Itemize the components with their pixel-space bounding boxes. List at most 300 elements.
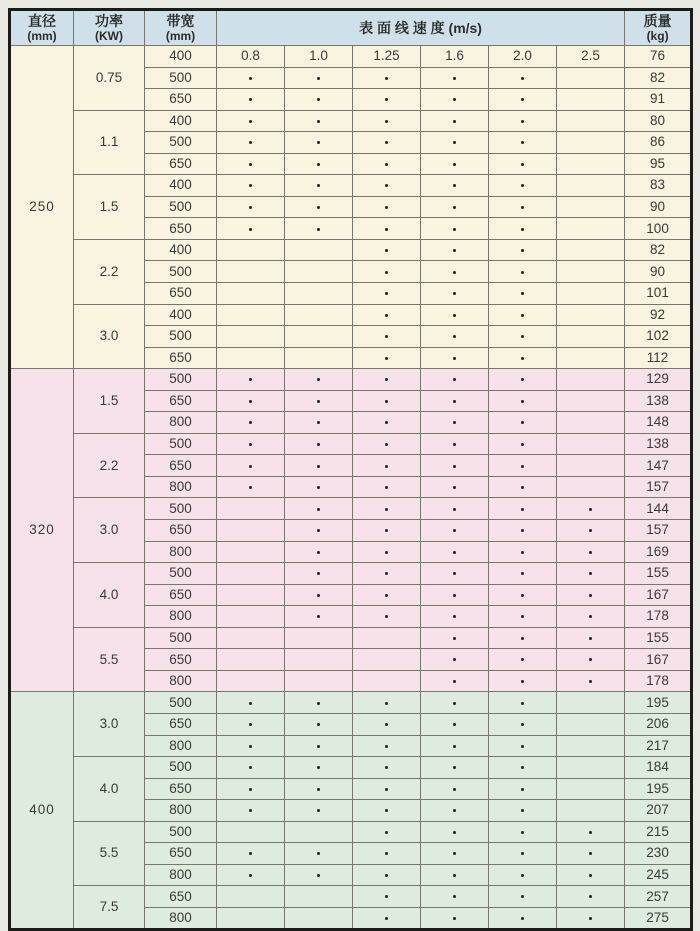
availability-dot-icon xyxy=(249,465,252,468)
speed-available-cell xyxy=(489,261,557,283)
availability-dot-icon xyxy=(589,658,592,661)
speed-available-cell xyxy=(353,110,421,132)
weight-cell: 157 xyxy=(625,476,692,498)
speed-empty-cell xyxy=(353,627,421,649)
width-label: 带宽 xyxy=(166,12,195,29)
speed-available-cell xyxy=(489,390,557,412)
speed-available-cell xyxy=(489,649,557,671)
speed-available-cell xyxy=(489,67,557,89)
weight-cell: 76 xyxy=(625,46,692,68)
speed-available-cell xyxy=(285,390,353,412)
weight-cell: 102 xyxy=(625,326,692,348)
speed-empty-cell xyxy=(557,347,625,369)
availability-dot-icon xyxy=(521,594,524,597)
speed-available-cell xyxy=(353,692,421,714)
availability-dot-icon xyxy=(317,206,320,209)
availability-dot-icon xyxy=(249,702,252,705)
speed-available-cell xyxy=(217,455,285,477)
availability-dot-icon xyxy=(453,917,456,920)
speed-value-cell: 2.5 xyxy=(557,46,625,68)
speed-available-cell xyxy=(489,369,557,391)
table-row xyxy=(10,369,692,391)
speed-available-cell xyxy=(353,390,421,412)
speed-available-cell xyxy=(285,563,353,585)
speed-available-cell xyxy=(217,800,285,822)
availability-dot-icon xyxy=(521,486,524,489)
availability-dot-icon xyxy=(249,141,252,144)
speed-available-cell xyxy=(353,563,421,585)
spec-table-body xyxy=(10,46,692,930)
speed-available-cell xyxy=(421,132,489,154)
availability-dot-icon xyxy=(521,400,524,403)
speed-available-cell xyxy=(421,606,489,628)
availability-dot-icon xyxy=(453,529,456,532)
table-row xyxy=(10,46,692,68)
availability-dot-icon xyxy=(249,852,252,855)
speed-empty-cell xyxy=(285,304,353,326)
availability-dot-icon xyxy=(521,271,524,274)
speed-available-cell xyxy=(421,196,489,218)
power-cell: 5.5 xyxy=(74,627,145,692)
availability-dot-icon xyxy=(317,723,320,726)
availability-dot-icon xyxy=(453,658,456,661)
availability-dot-icon xyxy=(453,680,456,683)
speed-available-cell xyxy=(489,304,557,326)
speed-empty-cell xyxy=(285,821,353,843)
speed-available-cell xyxy=(421,67,489,89)
availability-dot-icon xyxy=(249,120,252,123)
availability-dot-icon xyxy=(521,551,524,554)
availability-dot-icon xyxy=(453,184,456,187)
speed-available-cell xyxy=(353,907,421,930)
availability-dot-icon xyxy=(521,615,524,618)
availability-dot-icon xyxy=(521,809,524,812)
speed-available-cell xyxy=(353,606,421,628)
speed-available-cell xyxy=(489,800,557,822)
availability-dot-icon xyxy=(317,163,320,166)
availability-dot-icon xyxy=(453,443,456,446)
speed-available-cell xyxy=(421,563,489,585)
speed-empty-cell xyxy=(557,283,625,305)
availability-dot-icon xyxy=(385,443,388,446)
weight-unit: (kg) xyxy=(646,28,669,43)
speed-available-cell xyxy=(353,239,421,261)
speed-empty-cell xyxy=(557,132,625,154)
weight-cell: 86 xyxy=(625,132,692,154)
availability-dot-icon xyxy=(249,206,252,209)
speed-empty-cell xyxy=(557,304,625,326)
availability-dot-icon xyxy=(521,141,524,144)
availability-dot-icon xyxy=(249,766,252,769)
power-cell: 3.0 xyxy=(74,692,145,757)
weight-cell: 155 xyxy=(625,563,692,585)
speed-empty-cell xyxy=(285,886,353,908)
availability-dot-icon xyxy=(453,745,456,748)
weight-cell: 275 xyxy=(625,907,692,930)
speed-available-cell xyxy=(557,821,625,843)
availability-dot-icon xyxy=(453,723,456,726)
speed-empty-cell xyxy=(557,110,625,132)
availability-dot-icon xyxy=(385,852,388,855)
availability-dot-icon xyxy=(385,874,388,877)
availability-dot-icon xyxy=(385,292,388,295)
availability-dot-icon xyxy=(317,572,320,575)
speed-available-cell xyxy=(353,520,421,542)
speed-empty-cell xyxy=(285,627,353,649)
availability-dot-icon xyxy=(589,680,592,683)
weight-cell: 148 xyxy=(625,412,692,434)
speed-available-cell xyxy=(489,153,557,175)
speed-empty-cell xyxy=(217,520,285,542)
power-cell: 4.0 xyxy=(74,757,145,822)
availability-dot-icon xyxy=(249,788,252,791)
speed-empty-cell xyxy=(285,649,353,671)
availability-dot-icon xyxy=(385,917,388,920)
availability-dot-icon xyxy=(521,895,524,898)
speed-available-cell xyxy=(217,218,285,240)
belt-width-cell: 800 xyxy=(145,735,217,757)
speed-available-cell xyxy=(353,821,421,843)
speed-empty-cell xyxy=(557,239,625,261)
speed-available-cell xyxy=(421,326,489,348)
power-cell: 4.0 xyxy=(74,563,145,628)
table-row xyxy=(10,239,692,261)
availability-dot-icon xyxy=(385,421,388,424)
speed-available-cell xyxy=(217,757,285,779)
availability-dot-icon xyxy=(453,271,456,274)
speed-value-cell: 1.0 xyxy=(285,46,353,68)
speed-available-cell xyxy=(489,89,557,111)
weight-cell: 95 xyxy=(625,153,692,175)
belt-width-cell: 650 xyxy=(145,455,217,477)
speed-available-cell xyxy=(285,153,353,175)
weight-cell: 195 xyxy=(625,778,692,800)
belt-width-cell: 400 xyxy=(145,110,217,132)
speed-empty-cell xyxy=(217,261,285,283)
speed-available-cell xyxy=(421,304,489,326)
availability-dot-icon xyxy=(521,120,524,123)
speed-empty-cell xyxy=(557,412,625,434)
weight-cell: 257 xyxy=(625,886,692,908)
speed-available-cell xyxy=(489,239,557,261)
speed-empty-cell xyxy=(217,347,285,369)
speed-available-cell xyxy=(489,886,557,908)
speed-empty-cell xyxy=(557,196,625,218)
weight-cell: 230 xyxy=(625,843,692,865)
speed-available-cell xyxy=(489,843,557,865)
speed-available-cell xyxy=(421,757,489,779)
speed-value-cell: 0.8 xyxy=(217,46,285,68)
weight-cell: 112 xyxy=(625,347,692,369)
speed-available-cell xyxy=(557,843,625,865)
availability-dot-icon xyxy=(453,572,456,575)
speed-available-cell xyxy=(353,476,421,498)
speed-empty-cell xyxy=(557,476,625,498)
speed-available-cell xyxy=(353,864,421,886)
availability-dot-icon xyxy=(521,745,524,748)
weight-cell: 167 xyxy=(625,584,692,606)
availability-dot-icon xyxy=(385,766,388,769)
availability-dot-icon xyxy=(521,766,524,769)
speed-available-cell xyxy=(353,218,421,240)
speed-available-cell xyxy=(353,886,421,908)
speed-available-cell xyxy=(489,907,557,930)
availability-dot-icon xyxy=(317,378,320,381)
belt-width-cell: 400 xyxy=(145,239,217,261)
availability-dot-icon xyxy=(589,637,592,640)
belt-width-cell: 650 xyxy=(145,89,217,111)
speed-available-cell xyxy=(353,153,421,175)
availability-dot-icon xyxy=(521,723,524,726)
speed-available-cell xyxy=(421,584,489,606)
speed-available-cell xyxy=(489,778,557,800)
belt-width-cell: 650 xyxy=(145,218,217,240)
availability-dot-icon xyxy=(385,788,388,791)
availability-dot-icon xyxy=(589,874,592,877)
speed-available-cell xyxy=(489,326,557,348)
speed-available-cell xyxy=(285,606,353,628)
speed-available-cell xyxy=(285,89,353,111)
speed-available-cell xyxy=(489,218,557,240)
speed-available-cell xyxy=(285,713,353,735)
speed-available-cell xyxy=(217,412,285,434)
speed-available-cell xyxy=(285,218,353,240)
power-cell: 3.0 xyxy=(74,304,145,369)
speed-available-cell xyxy=(353,175,421,197)
belt-width-cell: 400 xyxy=(145,46,217,68)
weight-cell: 217 xyxy=(625,735,692,757)
weight-cell: 138 xyxy=(625,390,692,412)
availability-dot-icon xyxy=(453,292,456,295)
weight-cell: 147 xyxy=(625,455,692,477)
speed-available-cell xyxy=(421,520,489,542)
speed-available-cell xyxy=(489,627,557,649)
table-row xyxy=(10,498,692,520)
availability-dot-icon xyxy=(521,184,524,187)
speed-available-cell xyxy=(421,907,489,930)
weight-cell: 184 xyxy=(625,757,692,779)
speed-available-cell xyxy=(557,563,625,585)
availability-dot-icon xyxy=(385,98,388,101)
speed-available-cell xyxy=(421,778,489,800)
belt-width-cell: 800 xyxy=(145,800,217,822)
belt-width-cell: 500 xyxy=(145,67,217,89)
availability-dot-icon xyxy=(453,615,456,618)
availability-dot-icon xyxy=(589,852,592,855)
speed-available-cell xyxy=(217,778,285,800)
speed-empty-cell xyxy=(285,347,353,369)
weight-cell: 100 xyxy=(625,218,692,240)
belt-width-cell: 650 xyxy=(145,778,217,800)
power-cell: 2.2 xyxy=(74,239,145,304)
speed-empty-cell xyxy=(557,735,625,757)
speed-empty-cell xyxy=(217,584,285,606)
availability-dot-icon xyxy=(521,465,524,468)
availability-dot-icon xyxy=(453,465,456,468)
belt-width-cell: 800 xyxy=(145,907,217,930)
speed-available-cell xyxy=(421,864,489,886)
belt-width-cell: 650 xyxy=(145,347,217,369)
availability-dot-icon xyxy=(317,529,320,532)
col-header-power xyxy=(74,10,145,46)
availability-dot-icon xyxy=(317,486,320,489)
availability-dot-icon xyxy=(249,77,252,80)
speed-value-cell: 2.0 xyxy=(489,46,557,68)
speed-available-cell xyxy=(421,283,489,305)
speed-empty-cell xyxy=(557,67,625,89)
speed-empty-cell xyxy=(557,261,625,283)
availability-dot-icon xyxy=(249,400,252,403)
weight-cell: 206 xyxy=(625,713,692,735)
availability-dot-icon xyxy=(385,141,388,144)
speed-empty-cell xyxy=(217,649,285,671)
availability-dot-icon xyxy=(453,163,456,166)
table-row xyxy=(10,110,692,132)
availability-dot-icon xyxy=(317,508,320,511)
speed-empty-cell xyxy=(217,541,285,563)
availability-dot-icon xyxy=(589,895,592,898)
speed-available-cell xyxy=(421,627,489,649)
speed-available-cell xyxy=(557,606,625,628)
availability-dot-icon xyxy=(589,594,592,597)
speed-available-cell xyxy=(489,735,557,757)
availability-dot-icon xyxy=(453,551,456,554)
speed-empty-cell xyxy=(557,175,625,197)
belt-width-cell: 650 xyxy=(145,153,217,175)
availability-dot-icon xyxy=(453,249,456,252)
weight-cell: 90 xyxy=(625,196,692,218)
speed-empty-cell xyxy=(285,239,353,261)
power-unit: (KW) xyxy=(95,28,123,43)
availability-dot-icon xyxy=(385,465,388,468)
speed-available-cell xyxy=(557,649,625,671)
belt-width-cell: 650 xyxy=(145,283,217,305)
speed-available-cell xyxy=(489,864,557,886)
speed-available-cell xyxy=(489,541,557,563)
availability-dot-icon xyxy=(453,77,456,80)
belt-width-cell: 800 xyxy=(145,412,217,434)
availability-dot-icon xyxy=(317,184,320,187)
speed-empty-cell xyxy=(217,283,285,305)
belt-width-cell: 500 xyxy=(145,563,217,585)
speed-available-cell xyxy=(217,864,285,886)
belt-width-cell: 500 xyxy=(145,132,217,154)
availability-dot-icon xyxy=(453,357,456,360)
speed-available-cell xyxy=(217,67,285,89)
availability-dot-icon xyxy=(385,615,388,618)
speed-available-cell xyxy=(353,778,421,800)
col-header-speed: 表 面 线 速 度 (m/s) xyxy=(217,10,625,46)
speed-available-cell xyxy=(489,563,557,585)
weight-cell: 144 xyxy=(625,498,692,520)
availability-dot-icon xyxy=(317,594,320,597)
availability-dot-icon xyxy=(249,486,252,489)
availability-dot-icon xyxy=(317,615,320,618)
availability-dot-icon xyxy=(521,917,524,920)
speed-available-cell xyxy=(285,498,353,520)
availability-dot-icon xyxy=(521,702,524,705)
speed-value-cell: 1.25 xyxy=(353,46,421,68)
belt-width-cell: 650 xyxy=(145,843,217,865)
speed-empty-cell xyxy=(557,778,625,800)
speed-available-cell xyxy=(557,584,625,606)
belt-width-cell: 800 xyxy=(145,476,217,498)
availability-dot-icon xyxy=(317,228,320,231)
speed-available-cell xyxy=(489,412,557,434)
availability-dot-icon xyxy=(249,184,252,187)
speed-value-cell: 1.6 xyxy=(421,46,489,68)
speed-available-cell xyxy=(285,778,353,800)
speed-available-cell xyxy=(489,455,557,477)
belt-width-cell: 650 xyxy=(145,390,217,412)
speed-empty-cell xyxy=(557,800,625,822)
weight-cell: 215 xyxy=(625,821,692,843)
speed-available-cell xyxy=(489,606,557,628)
availability-dot-icon xyxy=(453,895,456,898)
speed-available-cell xyxy=(421,218,489,240)
speed-available-cell xyxy=(353,412,421,434)
belt-width-cell: 650 xyxy=(145,886,217,908)
belt-width-cell: 650 xyxy=(145,713,217,735)
speed-available-cell xyxy=(353,304,421,326)
power-cell: 3.0 xyxy=(74,498,145,563)
speed-empty-cell xyxy=(557,455,625,477)
availability-dot-icon xyxy=(385,486,388,489)
availability-dot-icon xyxy=(521,335,524,338)
speed-empty-cell xyxy=(217,627,285,649)
availability-dot-icon xyxy=(385,702,388,705)
weight-cell: 178 xyxy=(625,670,692,692)
availability-dot-icon xyxy=(385,551,388,554)
speed-available-cell xyxy=(489,713,557,735)
availability-dot-icon xyxy=(385,163,388,166)
speed-empty-cell xyxy=(557,89,625,111)
speed-empty-cell xyxy=(285,261,353,283)
speed-available-cell xyxy=(353,326,421,348)
availability-dot-icon xyxy=(385,228,388,231)
speed-empty-cell xyxy=(557,369,625,391)
speed-available-cell xyxy=(421,153,489,175)
availability-dot-icon xyxy=(521,658,524,661)
speed-empty-cell xyxy=(557,757,625,779)
speed-available-cell xyxy=(489,584,557,606)
availability-dot-icon xyxy=(317,400,320,403)
availability-dot-icon xyxy=(589,572,592,575)
speed-available-cell xyxy=(285,692,353,714)
availability-dot-icon xyxy=(317,443,320,446)
availability-dot-icon xyxy=(385,184,388,187)
speed-available-cell xyxy=(421,347,489,369)
belt-width-cell: 500 xyxy=(145,433,217,455)
speed-empty-cell xyxy=(353,649,421,671)
speed-available-cell xyxy=(353,800,421,822)
availability-dot-icon xyxy=(453,874,456,877)
weight-cell: 101 xyxy=(625,283,692,305)
availability-dot-icon xyxy=(453,852,456,855)
speed-available-cell xyxy=(285,520,353,542)
speed-available-cell xyxy=(285,110,353,132)
availability-dot-icon xyxy=(249,228,252,231)
availability-dot-icon xyxy=(385,529,388,532)
speed-empty-cell xyxy=(217,326,285,348)
availability-dot-icon xyxy=(317,120,320,123)
availability-dot-icon xyxy=(521,508,524,511)
availability-dot-icon xyxy=(453,421,456,424)
availability-dot-icon xyxy=(453,788,456,791)
speed-available-cell xyxy=(285,67,353,89)
weight-cell: 83 xyxy=(625,175,692,197)
speed-available-cell xyxy=(421,455,489,477)
